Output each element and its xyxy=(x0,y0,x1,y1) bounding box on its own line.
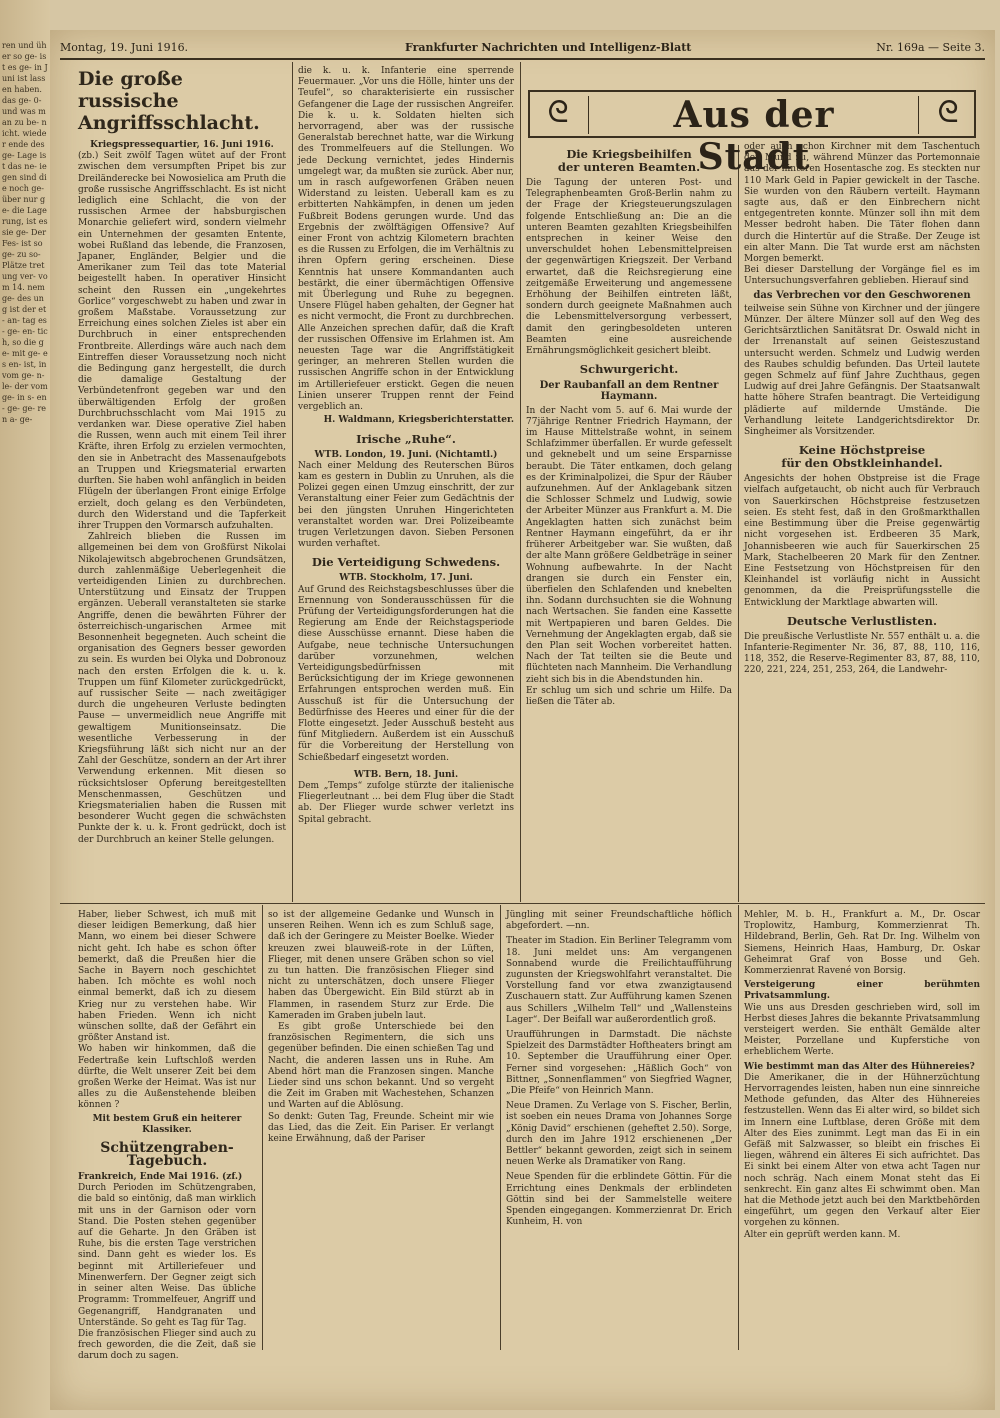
article-body: Zahlreich blieben die Russen im allgemeinen bei dem von Großfürst Nikolai Nikolajewitsch abgebrochenen Grundsätzen, durch zahlenmäßige Ueberlegenheit die verteidigenden Linien zu durchbrechen. Unterstützung und Einsatz der Truppen ergänzen. Ueberall veranstalteten sie starke Angriffe, denen die bewährten Führer der österreichisch-ungarischen Armee mit Besonnenheit begegneten. Auch scheint die organisation des Gegners besser geworden zu sein. Es wurden bei Olyka und Dobronouz nach den ersten Erfolgen die k. u. k. Truppen um fünf Kilometer zurückgedrückt, auf russischer Seite — nach zweitägiger durch die ungeheuren Verluste bedingten Pause — unvermeidlich neue Angriffe mit gewaltigem Munitionseinsatz. Die wesentliche Verbesserung in der Kriegsführung läßt sich nicht nur an der Zahl der Geschütze, sondern an der Art ihrer Verwendung erkennen. Mit diesen so rücksichtsloser Opferung bereitgestellten Menschenmassen, Geschützen und Kriegsmaterialien haben die Russen mit besonderer Wucht gegen die schwächsten Punkte der k. u. k. Front gedrückt, doch ist der Durchbruch an keiner Stelle gelungen. xyxy=(78,532,286,845)
article-body: Neue Spenden für die erblindete Göttin. Für die Errichtung eines Denkmals der erblindeten Göttin sind bei der Sammelstelle weitere Spenden eingegangen. Kommerzienrat Dr. Erich Kunheim, H. von xyxy=(506,1172,732,1228)
masthead-divider xyxy=(588,96,589,134)
article-heading: Schwurgericht. xyxy=(579,362,679,377)
column-rule xyxy=(262,905,263,1350)
column-4 xyxy=(744,142,980,900)
article-signature: Mit bestem Gruß ein heiterer Klassiker. xyxy=(92,1113,242,1135)
article-subheading: der unteren Beamten. xyxy=(557,160,701,174)
article-body: Die französischen Flieger sind auch zu frech geworden, die die Zeit, daß sie darum doch zu sagen. xyxy=(78,1328,256,1362)
feuilleton-column-4 xyxy=(744,910,980,1348)
article-dateline: WTB. Stockholm, 17. Juni. xyxy=(339,573,473,584)
ornament-icon: ᘓ xyxy=(937,95,959,130)
column-rule xyxy=(500,905,501,1350)
article-subheading: für den Obstkleinhandel. xyxy=(781,456,943,471)
article-body: Jüngling mit seiner Freundschaftliche höflich abgefordert. —nn. xyxy=(506,910,732,932)
article-dateline: Kriegspressequartier, 16. Juni 1916. xyxy=(90,140,274,150)
article-heading: Die Verteidigung Schwedens. xyxy=(311,555,501,570)
header-issue: Nr. 169a — Seite 3. xyxy=(876,41,985,54)
feuilleton-column-1 xyxy=(78,910,256,1362)
article-body: Haber, lieber Schwest, ich muß mit dieser leidigen Bemerkung, daß hier Mann, wo einem bei dieser Schwere nicht geht. Ich habe es schon öfter bemerkt, daß die Preußen hier die Sache in Bayern noch geschichtet haben. Ich möchte es wohl noch einmal bemerkt, daß ich zu diesem Krieg nur zu verstehen habe. Wir haben Frieden. Wenn ich nicht wünschen sollte, daß der Gefährt ein größter Anstand ist. xyxy=(78,910,256,1044)
section-title: Aus der Stadt xyxy=(673,94,835,178)
article-body: Es gibt große Unterschiede bei den französischen Regimentern, die sich uns gegenüber befinden. Die einen schießen Tag und Nacht, die anderen lassen uns in Ruhe. Am Abend hört man die Franzosen singen. Manche Lieder sind uns schon bekannt. Und so vergeht die Zeit im Graben mit Wachestehen, Schanzen und Warten auf die Ablösung. xyxy=(268,1022,494,1111)
article-heading: Wie bestimmt man das Alter des Hühnereies? xyxy=(744,1061,975,1072)
article-body: (zb.) Seit zwölf Tagen wütet auf der Front zwischen dem versumpften Pripet bis zur Dreiländerecke bei Nowosielica am Pruth die große russische Angriffsschlacht. Es ist nicht lediglich eine Schlacht, die von der russischen Armee der habsburgischen Monarchie geliefert wird, sondern vielmehr ein Unternehmen der gesamten Entente, wobei Rußland das lebende, die Franzosen, Japaner, Engländer, Belgier und die Amerikaner zum Teil das tote Material beigestellt haben. In operativer Hinsicht scheint den Russen ein „ungekehrtes Gorlice“ vorgeschwebt zu haben und zwar in großem Maßstabe. Voraussetzung zur Erreichung eines solchen Zieles ist aber ein Durchbruch in einer entsprechenden Frontbreite. Allerdings wäre auch nach dem Eintreffen dieser Voraussetzung noch nicht die Bedingung ganz hergestellt, die durch die damalige Gestaltung der Verbündetenfront gegeben war und den überwältigenden Erfolg der großen Durchbruchsschlacht vom Mai 1915 zu verdanken war. Diese operative Ziel haben die Russen, wenn auch mit einem Teil ihrer Kräfte, ihren Erfolg zu erzielen vermochten, den sie in Anbetracht des Massenaufgebots an Truppen und Kriegsmaterial erwarten durften. Sie haben wohl anfänglich in beiden Flügeln der überlangen Front einige Erfolge erzielt, doch gelang es den Verbündeten, durch den Widerstand und die Tapferkeit ihrer Truppen den Vormarsch aufzuhalten. xyxy=(78,151,286,531)
article-body: Nach einer Meldung des Reuterschen Büros kam es gestern in Dublin zu Unruhen, als die Polizei gegen einen Umzug einschritt, der zur Veranstaltung einer Feier zum Gedächtnis der bei den jüngsten Unruhen Hingerichteten veranstaltet worden war. Drei Polizeibeamte trugen Verletzungen davon. Sieben Personen wurden verhaftet. xyxy=(298,460,514,550)
adjacent-page-text: ren und üher so ge- ist es ge- in Juni ist lassen haben. das ge- 0- und was man zu be- nicht. wieder ende des ge- Lage ist das ne- iegen sind die noch ge- über nur ge- die Lage rung, ist es sie ge- Der Fes- ist so ge- zu so- Plätze tretung ver- vom 14. nem ge- des ung ist der et- an- tag es- ge- en- tich, so die ge- mit ge- es en- ist, in vom ge- n- le- der vom ge- in s- en- ge- ge- ren a- ge- xyxy=(2,41,48,424)
article-body: so ist der allgemeine Gedanke und Wunsch in unseren Reihen. Wenn ich es zum Schluß sage, daß ich der Geringere zu Meister Boelke. Wieder kreuzen zwei blauweiß-rote in der Lüften, Flieger, mit denen unsere Gräben schon so viel zu tun hatten. Die französischen Flieger sind nicht zu unterschätzen, doch unsere Flieger haben das Übergewicht. Ein Bild stürzt ab in Flammen, in rasendem Sturz zur Erde. Die Kameraden im Graben jubeln laut. xyxy=(268,910,494,1021)
article-body: So denkt: Guten Tag, Freunde. Scheint mir wie das Lied, das die Zeit. Ein Pariser. Er verlangt keine Erwähnung, daß der Pariser xyxy=(268,1111,494,1145)
header-masthead: Frankfurter Nachrichten und Intelligenz-Blatt xyxy=(405,41,692,54)
column-2 xyxy=(298,66,514,900)
header-date: Montag, 19. Juni 1916. xyxy=(60,41,189,54)
article-body: die k. u. k. Infanterie eine sperrende Feuermauer. „Vor uns die Hölle, hinter uns der Teufel“, so charakterisierte ein russischer Gefangener die Lage der russischen Angreifer. Die k. u. k. Soldaten hielten sich hervorragend, aber was der russische Generalstab berechnet hatte, war die Wirkung des Trommelfeuers auf die Stellungen. Wo jede Deckung vernichtet, jedes Hindernis umgelegt war, da mußten sie zurück. Aber nur, um in rasch aufgeworfenen Gräben neuen Widerstand zu leisten. Ueberall kam es zu erbitterten Nahkämpfen, in denen um jeden Fußbreit Bodens gerungen wurde. Und das Ergebnis der zwölftägigen Offensive? Auf einer Front von achtzig Kilometern brachten es die Russen zu Erfolgen, die im Verhältnis zu ihren Opfern gering erscheinen. Diese Kenntnis hat unsere Kommandanten auch bestärkt, die einer übermächtigen Offensive mit Überlegung und Ruhe zu begegnen. Unsere Flügel haben gehalten, der Gegner hat es nicht vermocht, die Front zu durchbrechen. Alle Anzeichen sprechen dafür, daß die Kraft der russischen Offensive im Erlahmen ist. Am neuesten Tage war die Angriffstätigkeit geringer, an mehreren Stellen wurden die russischen Angriffe schon in der Entwicklung im Artilleriefeuer erstickt. Gegen die neuen Linien unserer Truppen rennt der Feind vergeblich an. xyxy=(298,66,514,413)
column-rule xyxy=(520,62,521,902)
ornament-icon: ᘓ xyxy=(547,95,569,130)
article-body: Er schlug um sich und schrie um Hilfe. Da ließen die Täter ab. xyxy=(526,685,732,707)
article-heading: Die Kriegsbeihilfen xyxy=(566,147,692,161)
section-rule xyxy=(60,903,985,904)
article-body: Auf Grund des Reichstagsbeschlusses über die Ernennung von Sonderausschüssen für die Prüfung der Verteidigungsforderungen hat die Regierung am Ende der Reichstagsperiode diese Ausschüsse ernannt. Diese haben die Aufgabe, neue technische Untersuchungen darüber vorzunehmen, welchen Verteidigungsbedürfnissen mit Berücksichtigung der im Kriege gewonnenen Erfahrungen entsprochen werden muß. Ein Ausschuß ist für die Untersuchung der Bedürfnisse des Heeres und einer für die der Flotte eingesetzt. Jeder Ausschuß besteht aus fünf Mitgliedern. Außerdem ist ein Ausschuß für die Vorbereitung der Herstellung von Schießbedarf eingesetzt worden. xyxy=(298,584,514,763)
article-dateline: WTB. Bern, 18. Juni. xyxy=(353,769,459,780)
article-body: Neue Dramen. Zu Verlage von S. Fischer, Berlin, ist soeben ein neues Drama von Johannes Sorge „König David“ erschienen (geheftet 2.50). Sorge, durch den im Jahre 1912 erschienenen „Der Bettler“ bekannt geworden, zeigt sich in seinem neuen Werke als Dramatiker von Rang. xyxy=(506,1101,732,1168)
feuilleton-column-3 xyxy=(506,910,732,1348)
article-body: Dem „Temps“ zufolge stürzte der italienische Fliegerleutnant ... bei dem Flug über die Stadt ab. Der Flieger wurde schwer verletzt ins Spital gebracht. xyxy=(298,780,514,825)
article-body: teilweise sein Sühne von Kirchner und der jüngere Münzer. Der ältere Münzer soll auf den Weg des Gerichtsärztlichen Sanitätsrat Dr. Oswald nicht in der Irrenanstalt auf seinen Geisteszustand untersucht werden. Schmelz und Ludwig werden des Raubes schuldig befunden. Das Urteil lautete gegen Schmelz auf fünf Jahre Zuchthaus, gegen Ludwig auf drei Jahre Gefängnis. Der Staatsanwalt hatte höhere Strafen beantragt. Die Verteidigung plädierte auf mildernde Umstände. Die Verhandlung leitete Landgerichtsdirektor Dr. Singheimer als Vorsitzender. xyxy=(744,303,980,438)
article-body: Alter ein geprüft werden kann. M. xyxy=(744,1229,901,1240)
article-body: Mehler, M. b. H., Frankfurt a. M., Dr. Oscar Troplowitz, Hamburg, Kommerzienrat Th. Hildebrand, Berlin, Geh. Rat Dr. Ing. Wilhelm von Siemens, Heinrich Haas, Hamburg, Dr. Oskar Geheimrat Graf von Bosse und Geh. Kommerzienrat Ravené von Borsig. xyxy=(744,910,980,977)
adjacent-page-strip xyxy=(0,0,50,1418)
article-subheading: das Verbrechen vor den Geschworenen xyxy=(753,289,971,301)
column-rule xyxy=(738,905,739,1350)
article-heading: Schützengraben-Tagebuch. xyxy=(100,1140,234,1170)
article-subheading: Der Raubanfall an dem Rentner Haymann. xyxy=(539,380,719,403)
article-dateline: WTB. London, 19. Juni. (Nichtamtl.) xyxy=(314,449,498,460)
column-1 xyxy=(78,66,286,900)
column-rule xyxy=(738,145,739,902)
article-heading: Versteigerung einer berühmten Privatsammlung. xyxy=(744,980,980,1002)
article-heading: Irische „Ruhe“. xyxy=(356,431,456,446)
article-body: Bei dieser Darstellung der Vorgänge fiel es im Untersuchungsverfahren geblieben. Hierauf sind xyxy=(744,265,980,287)
article-body: Die Tagung der unteren Post- und Telegraphenbeamten Groß-Berlin nahm zu der Frage der Kriegsteuerungszulagen folgende Entschließung an: Die an die unteren Beamten gezahlten Kriegsbeihilfen entsprechen in keiner Weise den unverschuldet hohen Lebensmittelpreisen der gegenwärtigen Kriegszeit. Der Verband erwartet, daß die Reichsregierung eine zeitgemäße Erweiterung und angemessene Erhöhung der Beihilfen eintreten läßt, sondern durch geeignete Maßnahmen auch die Lebensmittelversorgung verbessert, damit den geringbesoldeten unteren Beamten eine ausreichende Ernährungsmöglichkeit gesichert bleibt. xyxy=(526,178,732,357)
masthead-divider xyxy=(918,96,919,134)
article-body: In der Nacht vom 5. auf 6. Mai wurde der 77jährige Rentner Friedrich Haymann, der im Hause Mittelstraße wohnt, in seinem Schlafzimmer überfallen. Er wurde gefesselt und geknebelt und um seine Ersparnisse beraubt. Die Täter entkamen, doch gelang es der Kriminalpolizei, die Spur der Räuber aufzunehmen. Auf der Anklagebank sitzen die Schlosser Schmelz und Ludwig, sowie der Arbeiter Münzer aus Frankfurt a. M. Die Angeklagten hatten sich zunächst beim Rentner Haymann eingeführt, da er ihr früherer Arbeitgeber war. Sie wußten, daß der alte Mann größere Geldbeträge in seiner Wohnung aufbewahrte. In der Nacht drangen sie durch ein Fenster ein, überfielen den Schlafenden und knebelten ihn. Sodann durchsuchten sie die Wohnung nach Wertsachen. Sie fanden eine Kassette mit Wertpapieren und baren Geldes. Die Vernehmung der Angeklagten ergab, daß sie den Plan seit Wochen vorbereitet hatten. Nach der Tat teilten sie die Beute und flüchteten nach Mannheim. Die Verhandlung zieht sich bis in die Abendstunden hin. xyxy=(526,405,732,685)
article-body: Durch Perioden im Schützengraben, die bald so eintönig, daß man wirklich mit uns in der Garnison oder vorn Stand. Die Posten stehen gegenüber auf die Geharte. Jn den Gräben ist Ruhe, bis die ersten Tage verstrichen sind. Dann geht es wieder los. Es beginnt mit Artilleriefeuer und Minenwerfern. Der Gegner zeigt sich in seiner alten Weise. Das übliche Programm: Trommelfeuer, Angriff und Gegenangriff, Handgranaten und Unterstände. So geht es Tag für Tag. xyxy=(78,1183,256,1328)
article-body: oder auch schon Kirchner mit dem Taschentuch den Mund zu, während Münzer das Portemonnaie aus der hinteren Hosentasche zog. Es steckten nur 110 Mark Geld in Papier gewickelt in der Tasche. Sie wurden von den Räubern verteilt. Haymann sagte aus, daß er den Einbrechern nicht entgegentreten konnte. Münzer soll ihn mit dem Messer bedroht haben. Die Täter flohen dann durch die Hintertür auf die Straße. Der Zeuge ist ein alter Mann. Die Tat wurde erst am nächsten Morgen bemerkt. xyxy=(744,142,980,265)
article-title: Die große russische Angriffsschlacht. xyxy=(78,68,260,134)
article-heading: Deutsche Verlustlisten. xyxy=(786,613,938,628)
column-rule xyxy=(292,62,293,902)
feuilleton-column-2 xyxy=(268,910,494,1348)
column-3 xyxy=(526,142,732,900)
article-body: Die Amerikaner, die in der Hühnerzüchtung Hervorragendes leisten, haben nun eine sinnreiche Methode gefunden, das Alter des Hühnereies festzustellen. Wenn das Ei alter wird, so bildet sich im Innern eine Luftblase, deren Größe mit dem Alter des Eies zunimmt. Legt man das Ei in ein Gefäß mit Salzwasser, so bleibt ein frisches Ei liegen, während ein älteres Ei sich aufrichtet. Das Ei sinkt bei einem Alter von etwa acht Tagen nur noch schräg. Nach einem Monat steht das Ei senkrecht. Ein ganz altes Ei schwimmt oben. Man hat die Methode jetzt auch bei den Marktbehörden eingeführt, um gegen den Verkauf alter Eier vorgehen zu können. xyxy=(744,1072,980,1229)
article-body: Die preußische Verlustliste Nr. 557 enthält u. a. die Infanterie-Regimenter Nr. 36, 87, 88, 110, 116, 118, 352, die Reserve-Regimenter 83, 87, 88, 110, 220, 221, 224, 251, 253, 264, die Landwehr- xyxy=(744,631,980,676)
article-body: Wie uns aus Dresden geschrieben wird, soll im Herbst dieses Jahres die bekannte Privatsammlung versteigert werden. Sie enthält Gemälde alter Meister, Porzellane und Kupferstiche von erheblichem Werte. xyxy=(744,1002,980,1058)
page-header xyxy=(60,38,985,60)
article-body: Uraufführungen in Darmstadt. Die nächste Spielzeit des Darmstädter Hoftheaters bringt am 10. September die Uraufführung einer Oper. Ferner sind vorgesehen: „Häßlich Goch“ von Bittner, „Sonnenflammen“ von Siegfried Wagner, „Die Pfeife“ von Heinrich Mann. xyxy=(506,1030,732,1097)
article-signature: H. Waldmann, Kriegsberichterstatter. xyxy=(323,415,514,426)
article-dateline: Frankreich, Ende Mai 1916. (zf.) xyxy=(78,1172,243,1183)
article-body: Theater im Stadion. Ein Berliner Telegramm vom 18. Juni meldet uns: Am vergangenen Sonnabend wurde die Freilichtaufführung zugunsten der Kriegswohlfahrt veranstaltet. Die Vorstellung fand vor etwa zwanzigtausend Zuschauern statt. Zur Aufführung kamen Szenen aus Schillers „Wilhelm Tell“ und „Wallensteins Lager“. Der Beifall war außerordentlich groß. xyxy=(506,936,732,1025)
article-body: Wo haben wir hinkommen, daß die Federtraße kein Luftschloß werden dürfte, die Welt unserer Zeit bei dem großen Werke der Heimat. Was ist nur alles zu die Außenstehende bleiben können ? xyxy=(78,1044,256,1111)
article-heading: Keine Höchstpreise xyxy=(798,443,926,458)
article-body: Angesichts der hohen Obstpreise ist die Frage vielfach aufgetaucht, ob nicht auch für Verbrauch von Sauerkirschen Höchstpreise festzusetzen seien. Es steht fest, daß in den Großmarkthallen eine Bestimmung über die Preise gegenwärtig nicht vorgesehen ist. Erdbeeren 35 Mark, Johannisbeeren wie auch für Sauerkirschen 25 Mark, Stachelbeeren 20 Mark für den Zentner. Eine Festsetzung von Höchstpreisen für den Kleinhandel ist vorläufig nicht in Aussicht genommen, da die Preisprüfungsstelle die Entwicklung der Marktlage abwarten will. xyxy=(744,474,980,608)
